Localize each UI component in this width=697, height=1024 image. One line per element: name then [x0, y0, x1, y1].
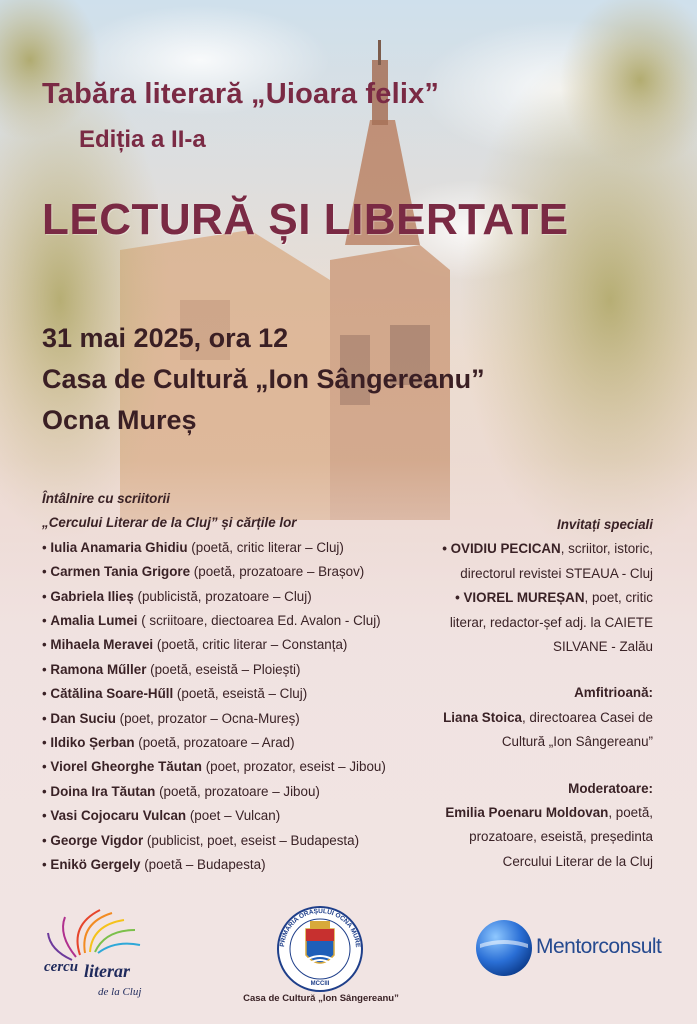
guest-2-role: , poet, critic — [584, 590, 653, 606]
writer-name: Vasi Cojocaru Vulcan — [50, 808, 187, 824]
moderator-line2: prozatoare, eseistă, președinta — [469, 829, 653, 845]
writer-name: Dan Suciu — [50, 710, 116, 726]
writer-name: Ramona Műller — [50, 661, 147, 677]
writer-item: • Doina Ira Tăutan (poetă, prozatoare – Jibou) — [42, 783, 320, 799]
host-line2: Cultură „Ion Sângereanu” — [501, 734, 653, 750]
writer-info: (poet, prozator – Ocna-Mureș) — [115, 710, 300, 726]
cerc-text-1: cercu — [44, 959, 79, 975]
writer-item: • Enikö Gergely (poetă – Budapesta) — [42, 857, 266, 873]
writer-info: (poetă, critic literar – Constanța) — [153, 637, 348, 653]
guest-1-line2: directorul revistei STEAUA - Cluj — [460, 565, 653, 581]
cercul-literar-logo — [40, 905, 170, 1005]
event-town: Ocna Mureș — [42, 405, 197, 435]
mentorconsult-name: Mentorconsult — [536, 935, 662, 958]
writer-item: • Iulia Anamaria Ghidiu (poetă, critic literar – Cluj) — [42, 539, 344, 555]
guest-2-line3: SILVANE - Zalău — [553, 639, 653, 655]
primaria-seal-logo — [270, 905, 370, 995]
writer-rows — [42, 536, 386, 878]
guests-column — [393, 513, 653, 874]
event-title: LECTURĂ ȘI LIBERTATE — [42, 195, 569, 244]
host-line1 — [393, 706, 653, 730]
moderator-line3: Cercului Literar de la Cluj — [502, 853, 653, 869]
writer-name: Enikö Gergely — [50, 857, 141, 873]
writer-item: • Gabriela Ilieș (publicistă, prozatoare – Cluj) — [42, 588, 312, 604]
moderator-line1 — [393, 801, 653, 825]
guest-2-line2: literar, redactor-șef adj. la CAIETE — [449, 614, 653, 630]
event-venue: Casa de Cultură „Ion Sângereanu” — [42, 364, 485, 394]
writer-item: • Vasi Cojocaru Vulcan (poet – Vulcan) — [42, 808, 281, 824]
writer-info: (publicist, poet, eseist – Budapesta) — [143, 832, 360, 848]
writer-name: Viorel Gheorghe Tăutan — [50, 759, 202, 775]
writer-name: Cătălina Soare-Hűll — [50, 686, 174, 702]
writer-name: George Vigdor — [50, 832, 144, 848]
seal-text: PRIMĂRIA ORAȘULUI OCNA MURE — [279, 907, 362, 948]
writers-intro-1: Întâlnire cu scriitorii — [42, 491, 170, 506]
edition-label: Ediția a II-a — [79, 126, 206, 153]
cerc-text-3: de la Cluj — [98, 986, 142, 998]
writer-item: • Carmen Tania Grigore (poetă, prozatoare – Brașov) — [42, 564, 365, 580]
writer-info: (poetă, prozatoare – Arad) — [134, 735, 295, 751]
writer-info: (poetă, prozatoare – Brașov) — [190, 564, 365, 580]
writer-name: Mihaela Meravei — [50, 637, 154, 653]
host-heading: Amfitrioană: — [574, 685, 653, 701]
guests-heading: Invitați speciali — [556, 517, 653, 532]
writer-info: (poetă, critic literar – Cluj) — [187, 539, 344, 555]
guest-1-name: • OVIDIU PECICAN — [442, 541, 561, 557]
writer-info: (poetă, eseistă – Cluj) — [173, 686, 308, 702]
writer-name: Iulia Anamaria Ghidiu — [50, 539, 188, 555]
writers-list — [42, 487, 386, 878]
guest-1 — [393, 537, 653, 561]
event-details — [42, 318, 485, 441]
event-date: 31 mai 2025, ora 12 — [42, 323, 289, 353]
camp-title: Tabăra literară „Uioara felix” — [42, 78, 440, 110]
host-name: Liana Stoica — [443, 709, 522, 725]
primaria-caption: Casa de Cultură „Ion Sângereanu” — [243, 993, 399, 1004]
writer-item: • George Vigdor (publicist, poet, eseist – Budapesta) — [42, 832, 360, 848]
guest-2 — [393, 586, 653, 610]
moderator-heading: Moderatoare: — [568, 780, 653, 796]
writer-item: • Ramona Műller (poetă, eseistă – Ploiești) — [42, 661, 301, 677]
writer-item: • Ildiko Șerban (poetă, prozatoare – Arad) — [42, 735, 295, 751]
guest-1-role: , scriitor, istoric, — [560, 541, 653, 557]
host-role: , directoarea Casei de — [521, 709, 653, 725]
cerc-text-2: literar — [84, 961, 131, 981]
writer-item: • Mihaela Meravei (poetă, critic literar – Constanța) — [42, 637, 348, 653]
writer-item: • Dan Suciu (poet, prozator – Ocna-Mureș) — [42, 710, 300, 726]
writer-item: • Amalia Lumei ( scriitoare, diectoarea Ed. Avalon - Cluj) — [42, 613, 381, 629]
writer-name: Gabriela Ilieș — [50, 588, 134, 604]
writer-info: (poetă – Budapesta) — [140, 857, 266, 873]
writer-info: (poet – Vulcan) — [186, 808, 281, 824]
writer-info: (poetă, prozatoare – Jibou) — [155, 783, 320, 799]
writer-name: Amalia Lumei — [50, 613, 138, 629]
moderator-name: Emilia Poenaru Moldovan — [445, 805, 609, 821]
guest-2-name: • VIOREL MUREȘAN — [455, 590, 585, 606]
writer-info: (publicistă, prozatoare – Cluj) — [133, 588, 312, 604]
writer-info: ( scriitoare, diectoarea Ed. Avalon - Cluj) — [137, 613, 381, 629]
writer-name: Carmen Tania Grigore — [50, 564, 191, 580]
writer-info: (poetă, eseistă – Ploiești) — [146, 661, 301, 677]
writer-item: • Cătălina Soare-Hűll (poetă, eseistă – Cluj) — [42, 686, 308, 702]
writer-item: • Viorel Gheorghe Tăutan (poet, prozator, eseist – Jibou) — [42, 759, 386, 775]
writer-name: Doina Ira Tăutan — [50, 783, 156, 799]
writer-name: Ildiko Șerban — [50, 735, 135, 751]
writer-info: (poet, prozator, eseist – Jibou) — [201, 759, 386, 775]
writers-intro-2: „Cercului Literar de la Cluj” și cărțile lor — [42, 515, 297, 531]
moderator-role: , poetă, — [608, 805, 653, 821]
seal-year: MCCIII — [310, 981, 330, 987]
